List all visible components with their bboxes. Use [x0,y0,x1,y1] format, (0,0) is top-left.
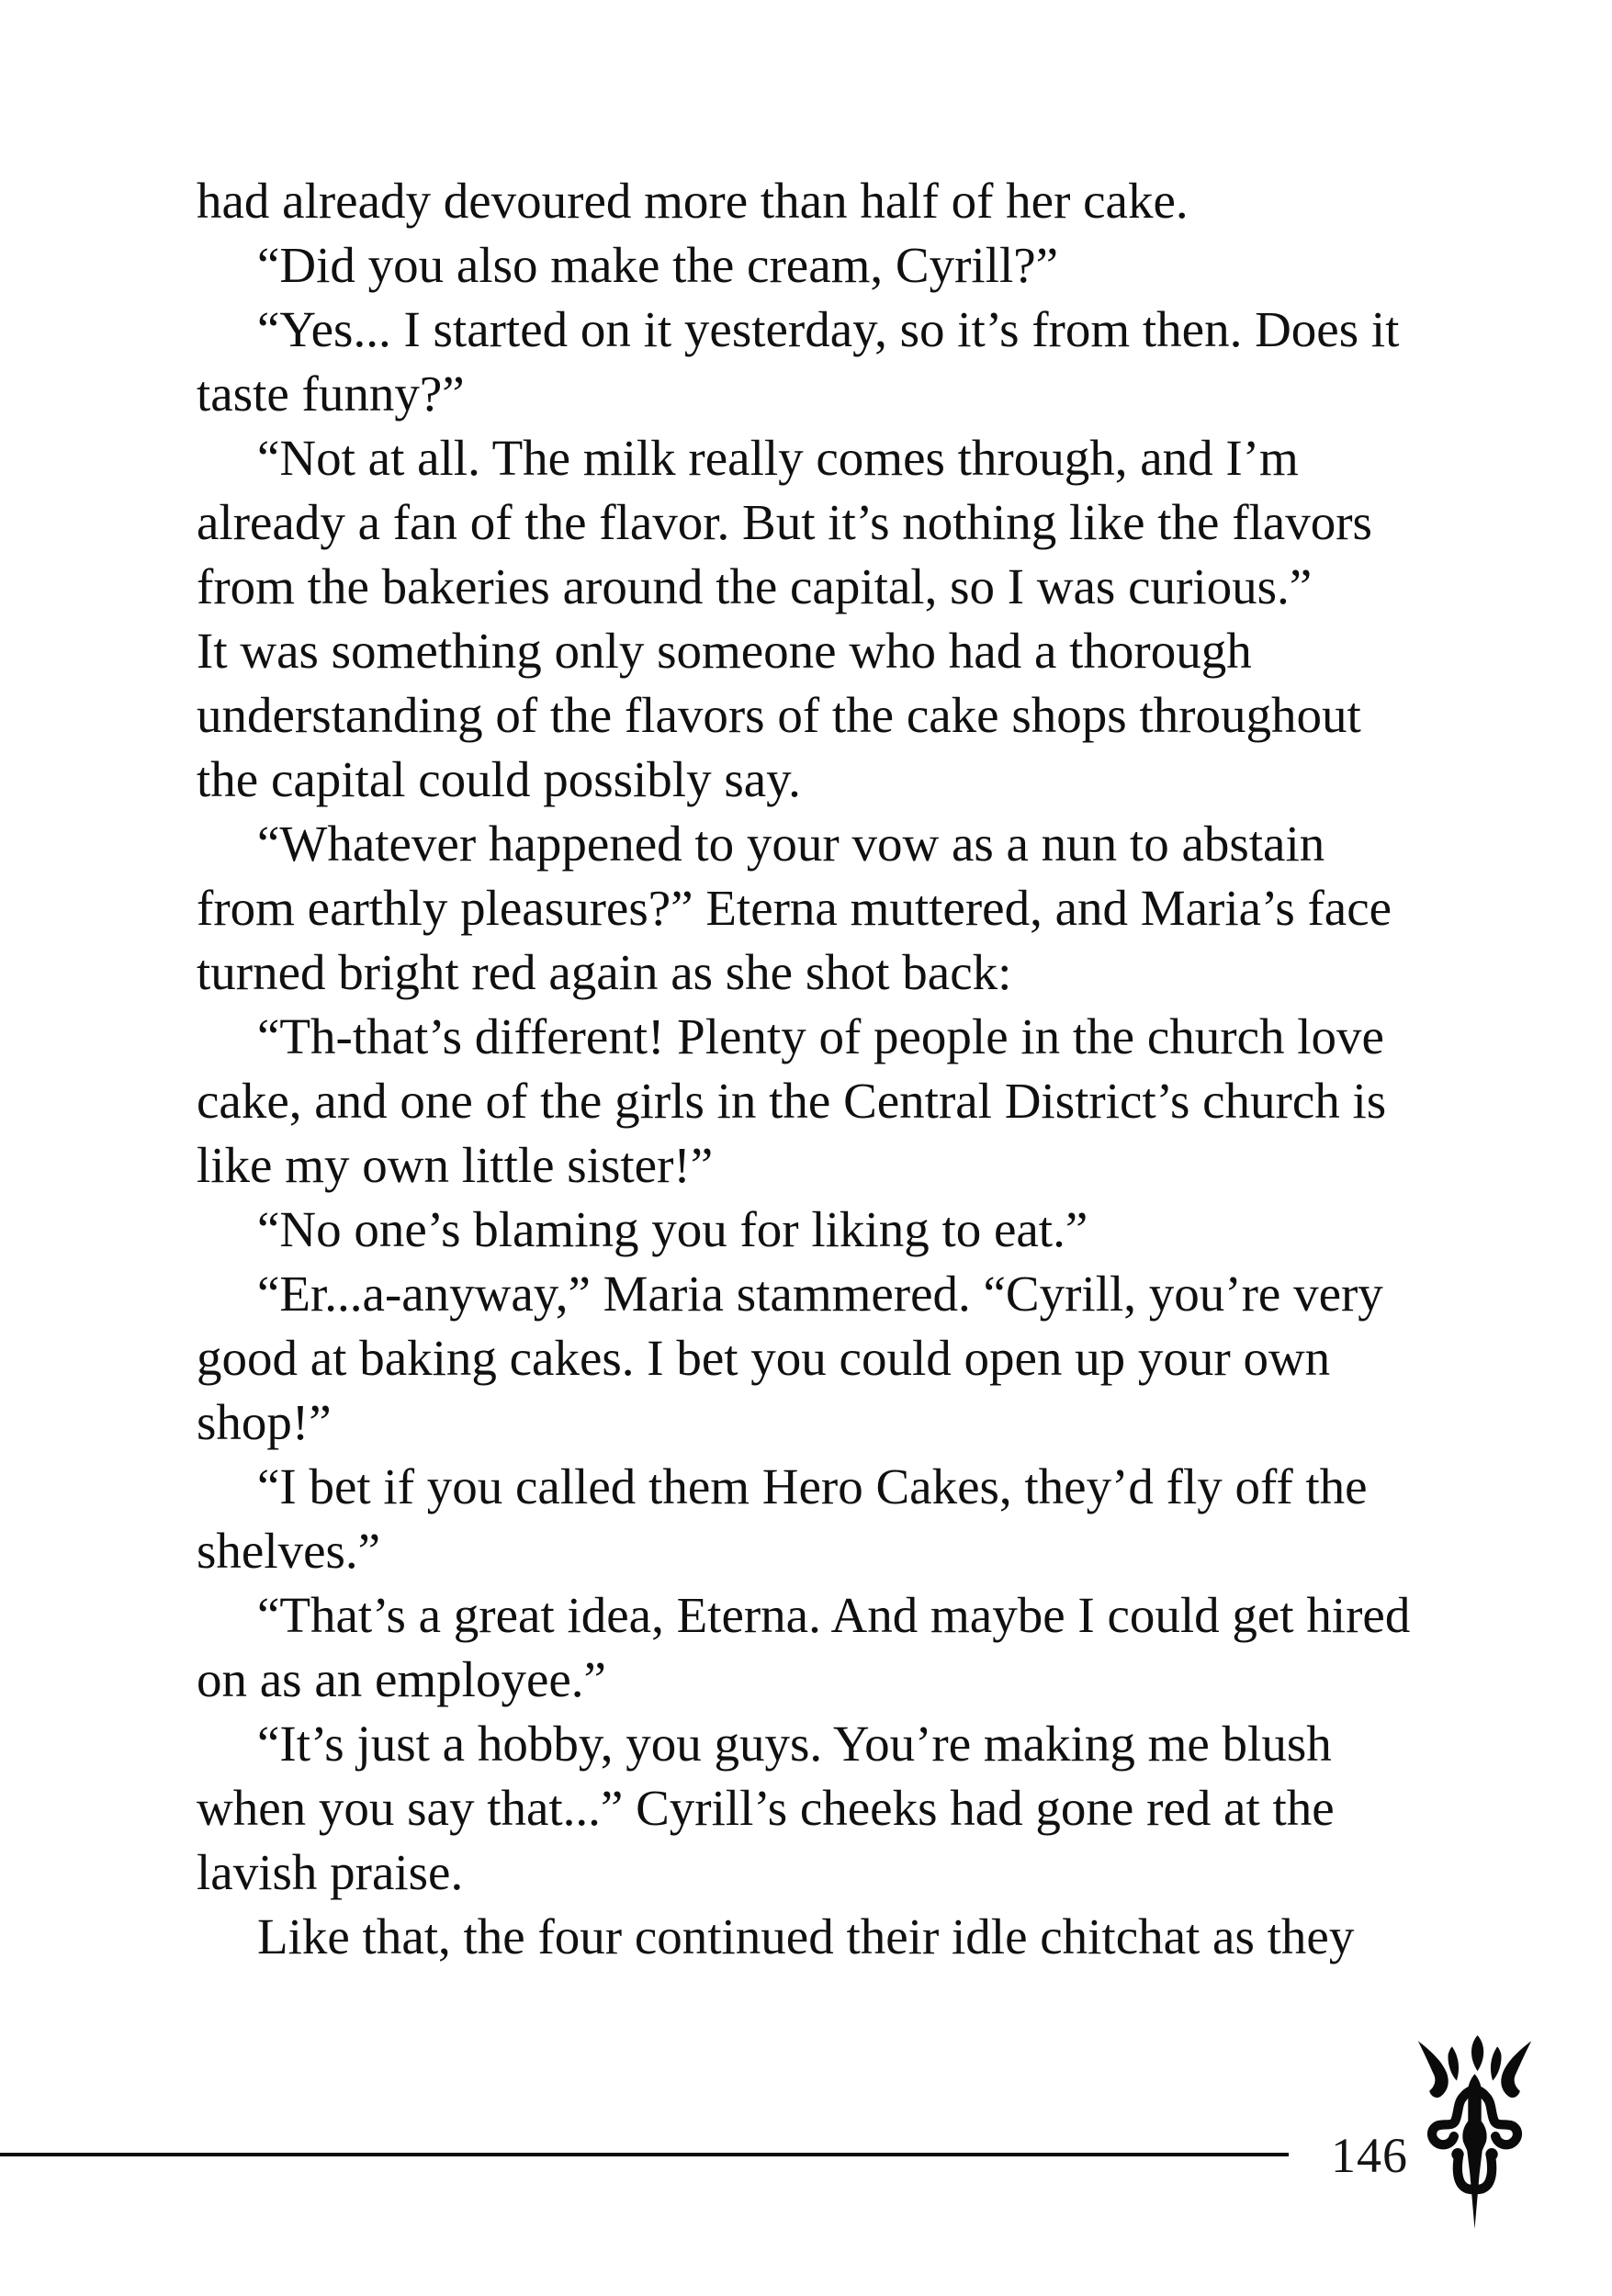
text-line: Like that, the four continued their idle chitchat as they [257,1908,1355,1964]
text-line: “Er...a-anyway,” Maria stammered. “Cyrill, you’re very [257,1266,1383,1322]
paragraph [197,426,1450,619]
text-line: “Did you also make the cream, Cyrill?” [257,237,1059,293]
text-line: cake, and one of the girls in the Central District’s church is [197,1073,1387,1129]
paragraph [197,1712,1450,1905]
paragraph [197,298,1450,426]
text-line: “Th-that’s different! Plenty of people in the church love [257,1008,1384,1064]
paragraph [197,1005,1450,1198]
paragraph [197,619,1450,812]
text-line: “No one’s blaming you for liking to eat.” [257,1201,1088,1257]
text-line: lavish praise. [197,1844,464,1900]
text-line: good at baking cakes. I bet you could open up your own [197,1330,1331,1386]
text-line: “Yes... I started on it yesterday, so it’s from then. Does it [257,301,1400,357]
text-line: “I bet if you called them Hero Cakes, they’d fly off the [257,1458,1368,1514]
paragraph [197,1198,1450,1262]
paragraph [197,1262,1450,1455]
paragraph [197,1455,1450,1583]
text-line: “It’s just a hobby, you guys. You’re making me blush [257,1716,1332,1772]
text-line: from earthly pleasures?” Eterna muttered, and Maria’s face [197,880,1392,936]
text-line: on as an employee.” [197,1651,606,1707]
paragraph [197,1583,1450,1712]
paragraph [197,233,1450,298]
paragraph [197,169,1450,233]
text-line: “That’s a great idea, Eterna. And maybe I could get hired [257,1587,1411,1643]
text-line: like my own little sister!” [197,1137,714,1193]
text-line: when you say that...” Cyrill’s cheeks had gone red at the [197,1780,1335,1836]
paragraph [197,812,1450,1005]
text-line: already a fan of the flavor. But it’s nothing like the flavors [197,494,1372,550]
text-line: “Whatever happened to your vow as a nun to abstain [257,816,1325,872]
text-line: It was something only someone who had a thorough [197,623,1252,679]
body-text [197,169,1450,1969]
footer-rule [0,2153,1289,2156]
text-line: shop!” [197,1394,332,1450]
text-line: had already devoured more than half of her cake. [197,173,1189,229]
paragraph [197,1905,1450,1969]
publisher-emblem-icon [1415,2032,1535,2231]
text-line: “Not at all. The milk really comes through, and I’m [257,430,1299,486]
page-number: 146 [1331,2128,1408,2183]
text-line: taste funny?” [197,366,465,422]
text-line: understanding of the flavors of the cake shops throughout [197,687,1361,743]
text-line: the capital could possibly say. [197,751,801,807]
text-line: from the bakeries around the capital, so I was curious.” [197,558,1313,614]
text-line: turned bright red again as she shot back: [197,944,1012,1000]
text-line: shelves.” [197,1523,381,1579]
